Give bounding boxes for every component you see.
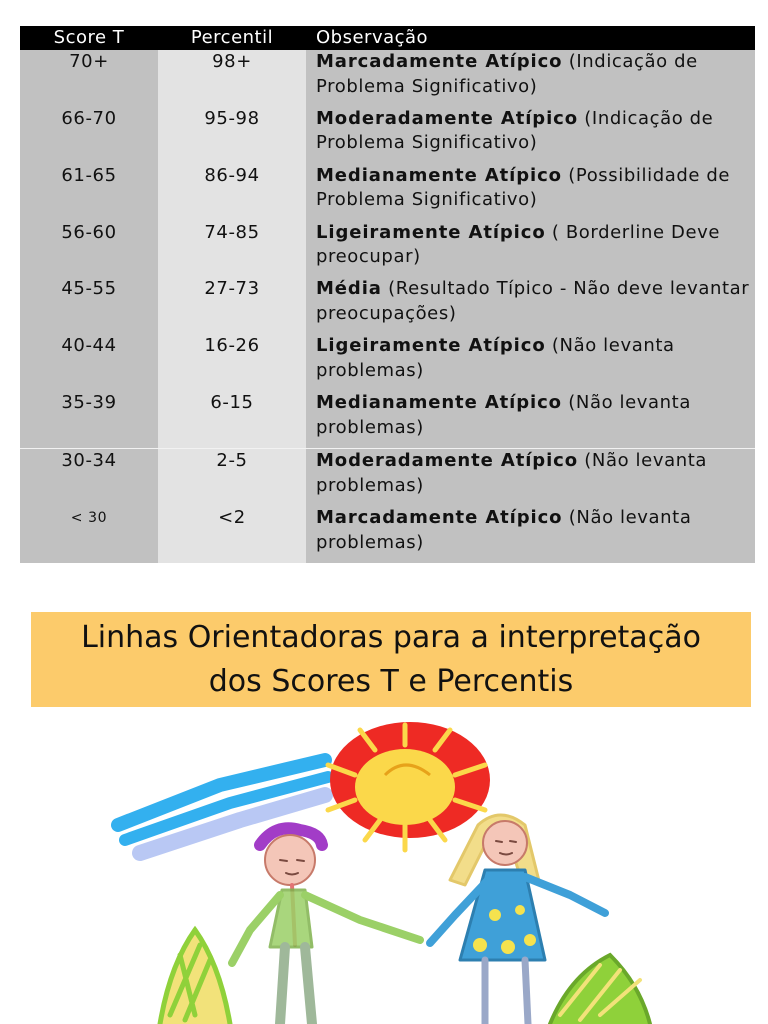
title-line-1: Linhas Orientadoras para a interpretação	[81, 620, 701, 655]
observation-category: Marcadamente Atípico	[316, 51, 563, 72]
table-row	[20, 277, 755, 334]
score-cell: 70+	[20, 50, 158, 107]
observation-category: Ligeiramente Atípico	[316, 335, 546, 357]
observation-detail: (Não levanta problemas)	[316, 392, 691, 438]
score-cell: 45-55	[20, 277, 158, 334]
header-percentil: Percentil	[158, 26, 306, 50]
observation-detail: (Não levanta problemas)	[316, 335, 675, 381]
observation-category: Média	[316, 278, 382, 300]
observation-cell	[306, 334, 755, 391]
table-row	[20, 221, 755, 278]
score-cell: 56-60	[20, 221, 158, 278]
table-row	[20, 391, 755, 448]
score-cell: 61-65	[20, 164, 158, 221]
header-score-t: Score T	[20, 26, 158, 50]
children-holding-hands-drawing	[100, 715, 680, 1024]
score-cell: 30-34	[20, 449, 158, 506]
observation-cell	[306, 391, 755, 448]
table-row	[20, 506, 755, 563]
title-line-2: dos Scores T e Percentis	[208, 664, 574, 699]
observation-detail: (Não levanta problemas)	[316, 507, 692, 553]
observation-cell	[306, 277, 755, 334]
table-row	[20, 107, 755, 164]
percentil-cell: 6-15	[158, 391, 306, 448]
observation-category: Moderadamente Atípico	[316, 107, 578, 129]
observation-detail: (Indicação de Problema Significativo)	[316, 107, 714, 154]
percentil-cell: 86-94	[158, 164, 306, 221]
title-banner	[31, 612, 751, 707]
observation-cell	[306, 221, 755, 278]
observation-detail: ( Borderline Deve preocupar)	[316, 221, 721, 268]
observation-detail: (Resultado Típico - Não deve levantar preocupações)	[316, 278, 750, 324]
observation-category: Medianamente Atípico	[316, 392, 562, 414]
observation-category: Moderadamente Atípico	[316, 450, 578, 472]
observation-category: Medianamente Atípico	[316, 164, 562, 186]
percentil-cell: 16-26	[158, 334, 306, 391]
observation-cell	[306, 506, 755, 563]
table-header-row	[20, 26, 755, 50]
observation-cell	[306, 449, 755, 506]
observation-category: Ligeiramente Atípico	[316, 221, 546, 243]
grass-bushes	[160, 930, 650, 1024]
percentil-cell: 98+	[158, 50, 306, 107]
score-cell: 35-39	[20, 391, 158, 448]
boy-figure	[232, 828, 420, 1024]
percentil-cell: 2-5	[158, 449, 306, 506]
sun-icon	[328, 722, 490, 850]
observation-category: Marcadamente Atípico	[316, 507, 563, 529]
table-row	[20, 50, 755, 107]
observation-detail: (Não levanta problemas)	[316, 450, 708, 496]
table-row	[20, 449, 755, 506]
observation-detail: (Possibilidade de Problema Significativo)	[316, 164, 731, 211]
observation-detail: (Indicação de Problema Significativo)	[316, 51, 698, 97]
observation-cell	[306, 107, 755, 164]
score-cell: 66-70	[20, 107, 158, 164]
score-cell: 40-44	[20, 334, 158, 391]
percentil-cell: 74-85	[158, 221, 306, 278]
header-observacao: Observação	[306, 26, 755, 50]
table-row	[20, 164, 755, 221]
percentil-cell: <2	[158, 506, 306, 563]
observation-cell	[306, 50, 755, 107]
percentil-cell: 95-98	[158, 107, 306, 164]
observation-cell	[306, 164, 755, 221]
table-row	[20, 334, 755, 391]
score-table	[20, 26, 755, 563]
percentil-cell: 27-73	[158, 277, 306, 334]
score-cell: < 30	[20, 506, 158, 563]
